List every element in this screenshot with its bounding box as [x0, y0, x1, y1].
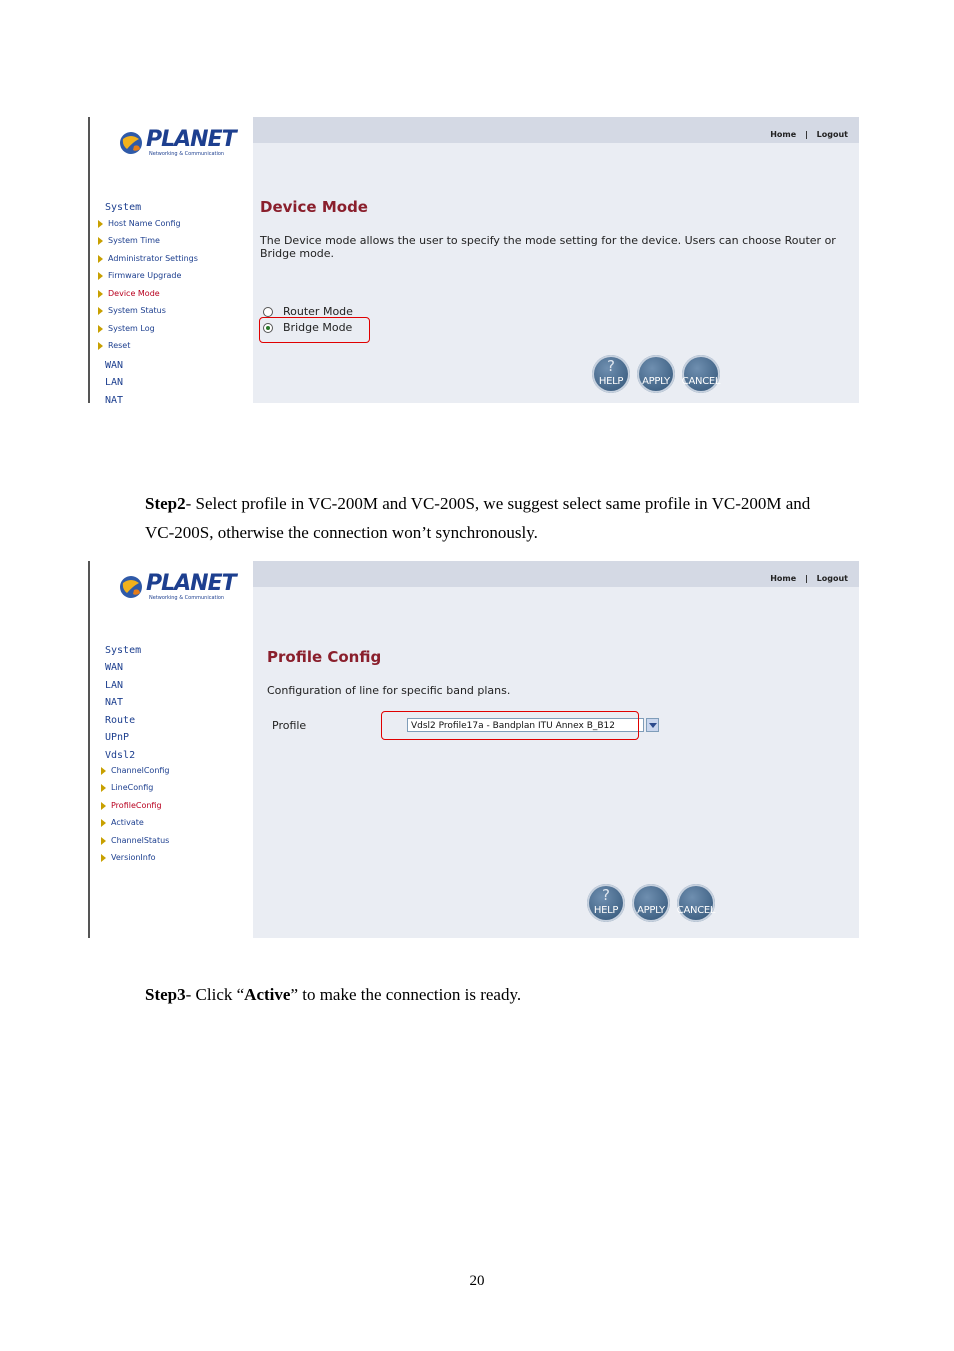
nav-sub-label: ProfileConfig: [111, 801, 162, 810]
nav-system[interactable]: System: [105, 645, 142, 656]
nav-system[interactable]: System: [105, 202, 142, 213]
nav-sub-version-info[interactable]: [101, 853, 156, 862]
step3-prefix: - Click “: [185, 985, 245, 1004]
brand-tagline: Networking & Communication: [149, 151, 225, 157]
cancel-label: CANCEL: [681, 376, 721, 387]
step3-label: Step3: [145, 985, 186, 1004]
nav-sub-administrator-settings[interactable]: [98, 254, 198, 263]
nav-sub-reset[interactable]: [98, 341, 130, 350]
nav-sub-system-status[interactable]: [98, 306, 166, 315]
help-button[interactable]: [592, 355, 630, 393]
planet-logo[interactable]: [118, 127, 236, 159]
nav-sub-activate[interactable]: [101, 818, 144, 827]
page-title: Device Mode: [260, 198, 368, 216]
arrow-right-icon: [101, 767, 106, 775]
radio-label: Router Mode: [283, 305, 353, 318]
step3-suffix: ” to make the connection is ready.: [290, 985, 522, 1004]
screenshot-device-mode: [88, 117, 859, 403]
nav-sub-firmware-upgrade[interactable]: [98, 271, 181, 280]
radio-label: Bridge Mode: [283, 321, 353, 334]
nav-wan[interactable]: WAN: [105, 662, 124, 673]
step3-bold: Active: [244, 985, 291, 1004]
nav-sub-label: VersionInfo: [111, 853, 156, 862]
globe-icon: [118, 574, 144, 600]
nav-sub-system-time[interactable]: [98, 236, 160, 245]
nav-route[interactable]: Route: [105, 715, 136, 726]
top-links: [767, 130, 851, 139]
sidebar: [90, 117, 253, 403]
step2-label: Step2: [145, 494, 186, 513]
nav-sub-label: ChannelStatus: [111, 836, 170, 845]
brand-tagline: Networking & Communication: [149, 595, 225, 601]
arrow-right-icon: [101, 819, 106, 827]
nav-upnp[interactable]: UPnP: [105, 732, 130, 743]
screenshot-profile-config: [88, 561, 859, 938]
sidebar: [90, 561, 253, 938]
nav-vdsl2[interactable]: Vdsl2: [105, 750, 136, 761]
page-description: The Device mode allows the user to specify the mode setting for the device. Users can choose Router or Bridge mode.: [260, 234, 836, 260]
logout-link[interactable]: Logout: [816, 574, 848, 583]
nav-sub-label: ChannelConfig: [111, 766, 170, 775]
help-button[interactable]: [587, 884, 625, 922]
apply-label: APPLY: [637, 905, 665, 916]
nav-lan[interactable]: LAN: [105, 377, 124, 388]
apply-button[interactable]: [637, 355, 675, 393]
nav-wan[interactable]: WAN: [105, 360, 124, 371]
nav-sub-label: LineConfig: [111, 783, 154, 792]
arrow-right-icon: [98, 255, 103, 263]
nav-sub-label: Host Name Config: [108, 219, 181, 228]
brand-name: PLANET: [146, 571, 236, 596]
arrow-right-icon: [98, 290, 103, 298]
nav-sub-label: System Log: [108, 324, 155, 333]
arrow-right-icon: [101, 784, 106, 792]
question-icon: ?: [602, 886, 610, 904]
chevron-down-icon[interactable]: [646, 718, 659, 732]
step2-text: - Select profile in VC-200M and VC-200S, we suggest select same profile in VC-200M and VC-200S, otherwise the connection won’t synchronously.: [145, 494, 811, 542]
arrow-right-icon: [98, 220, 103, 228]
page-description: Configuration of line for specific band plans.: [267, 684, 511, 697]
nav-sub-profile-config[interactable]: [101, 801, 162, 810]
arrow-right-icon: [98, 342, 103, 350]
apply-button[interactable]: [632, 884, 670, 922]
cancel-button[interactable]: [677, 884, 715, 922]
nav-sub-label: Firmware Upgrade: [108, 271, 182, 280]
brand-name: PLANET: [146, 127, 236, 152]
arrow-right-icon: [98, 272, 103, 280]
globe-icon: [118, 130, 144, 156]
nav-sub-label: System Time: [108, 236, 160, 245]
nav-sub-label: Activate: [111, 818, 144, 827]
arrow-right-icon: [98, 307, 103, 315]
highlight-box: [259, 317, 370, 343]
link-separator: |: [804, 574, 808, 583]
page-title: Profile Config: [267, 648, 382, 666]
arrow-right-icon: [98, 237, 103, 245]
highlight-box: [381, 711, 639, 740]
step2-paragraph: [145, 489, 825, 547]
radio-button[interactable]: [263, 307, 273, 317]
nav-sub-channel-config[interactable]: [101, 766, 170, 775]
top-bar: [253, 117, 859, 143]
arrow-right-icon: [98, 325, 103, 333]
nav-sub-label: Device Mode: [108, 289, 160, 298]
nav-nat[interactable]: NAT: [105, 395, 124, 403]
nav-sub-label: Administrator Settings: [108, 254, 198, 263]
question-icon: ?: [607, 357, 615, 375]
cancel-button[interactable]: [682, 355, 720, 393]
nav-sub-host-name-config[interactable]: [98, 219, 181, 228]
nav-sub-label: System Status: [108, 306, 166, 315]
arrow-right-icon: [101, 837, 106, 845]
nav-sub-channel-status[interactable]: [101, 836, 169, 845]
planet-logo[interactable]: [118, 571, 236, 603]
main-panel: [253, 561, 859, 938]
top-bar: [253, 561, 859, 587]
nav-sub-system-log[interactable]: [98, 324, 155, 333]
link-separator: |: [804, 130, 808, 139]
profile-select[interactable]: Vdsl2 Profile17a - Bandplan ITU Annex B_B12: [407, 718, 644, 732]
logout-link[interactable]: Logout: [816, 130, 848, 139]
main-panel: [253, 117, 859, 403]
arrow-right-icon: [101, 854, 106, 862]
apply-label: APPLY: [642, 376, 670, 387]
nav-nat[interactable]: NAT: [105, 697, 124, 708]
nav-lan[interactable]: LAN: [105, 680, 124, 691]
home-link[interactable]: Home: [770, 574, 797, 583]
profile-label: Profile: [272, 719, 307, 732]
page-number: 20: [469, 1273, 485, 1289]
help-label: HELP: [598, 376, 624, 387]
nav-sub-label: Reset: [108, 341, 131, 350]
help-label: HELP: [593, 905, 619, 916]
nav-sub-line-config[interactable]: [101, 783, 153, 792]
arrow-right-icon: [101, 802, 106, 810]
top-links: [767, 574, 851, 583]
nav-sub-device-mode[interactable]: [98, 289, 160, 298]
home-link[interactable]: Home: [770, 130, 797, 139]
cancel-label: CANCEL: [676, 905, 716, 916]
step3-paragraph: [145, 980, 825, 1009]
